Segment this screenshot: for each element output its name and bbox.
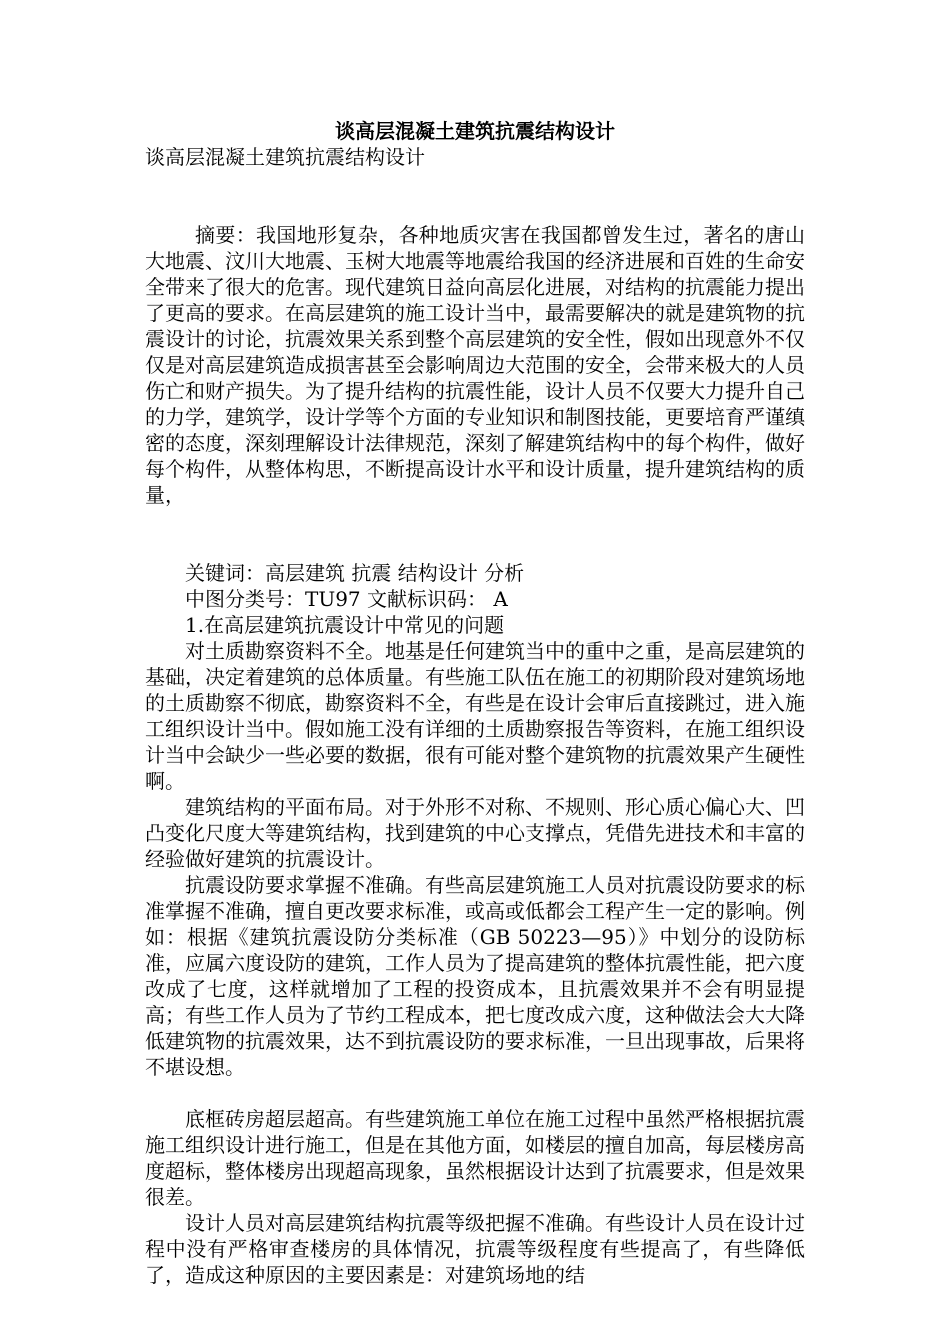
body-paragraph: 对土质勘察资料不全。地基是任何建筑当中的重中之重，是高层建筑的基础，决定着建筑的总体质量。有些施工队伍在施工的初期阶段对建筑场地的土质勘察不彻底，勘察资料不全，有些是在设计会审后直接跳过，进入施工组织设计当中。假如施工没有详细的土质勘察报告等资料，在施工组织设计当中会缺少一些必要的数据，很有可能对整个建筑物的抗震效果产生硬性啊。: [145, 639, 805, 793]
document-title: 谈高层混凝土建筑抗震结构设计: [335, 119, 615, 143]
keywords-line: 关键词：高层建筑 抗震 结构设计 分析: [185, 561, 525, 585]
body-paragraph: 建筑结构的平面布局。对于外形不对称、不规则、形心质心偏心大、凹凸变化尺度大等建筑结构，找到建筑的中心支撑点，凭借先进技术和丰富的经验做好建筑的抗震设计。: [145, 795, 805, 871]
body-paragraph: 抗震设防要求掌握不准确。有些高层建筑施工人员对抗震设防要求的标准掌握不准确，擅自更改要求标准，或高或低都会工程产生一定的影响。例如：根据《建筑抗震设防分类标准（GB 50223—95）》中划分的设防标准，应属六度设防的建筑，工作人员为了提高建筑的整体抗震性能，把六度改成了七度，这样就增加了工程的投资成本，且抗震效果并不会有明显提高；有些工作人员为了节约工程成本，把七度改成六度，这种做法会大大降低建筑物的抗震效果，达不到抗震设防的要求标准，一旦出现事故，后果将不堪设想。: [145, 873, 805, 1079]
document-body: [145, 118, 805, 1288]
body-paragraph: 设计人员对高层建筑结构抗震等级把握不准确。有些设计人员在设计过程中没有严格审查楼房的具体情况，抗震等级程度有些提高了，有些降低了，造成这种原因的主要因素是：对建筑场地的结: [145, 1211, 805, 1287]
spacer: [145, 170, 805, 222]
body-paragraph: 底框砖房超层超高。有些建筑施工单位在施工过程中虽然严格根据抗震施工组织设计进行施工，但是在其他方面，如楼层的擅自加高，每层楼房高度超标，整体楼房出现超高现象，虽然根据设计达到了抗震要求，但是效果很差。: [145, 1107, 805, 1209]
abstract-paragraph: 摘要：我国地形复杂，各种地质灾害在我国都曾发生过，著名的唐山大地震、汶川大地震、玉树大地震等地震给我国的经济进展和百姓的生命安全带来了很大的危害。现代建筑日益向高层化进展，对结构的抗震能力提出了更高的要求。在高层建筑的施工设计当中，最需要解决的就是建筑物的抗震设计的讨论，抗震效果关系到整个高层建筑的安全性，假如出现意外不仅仅是对高层建筑造成损害甚至会影响周边大范围的安全，会带来极大的人员伤亡和财产损失。为了提升结构的抗震性能，设计人员不仅要大力提升自己的力学，建筑学，设计学等个方面的专业知识和制图技能，更要培育严谨缜密的态度，深刻理解设计法律规范，深刻了解建筑结构中的每个构件，做好每个构件，从整体构思，不断提高设计水平和设计质量，提升建筑结构的质量，: [145, 223, 805, 507]
document-subtitle: 谈高层混凝土建筑抗震结构设计: [145, 145, 425, 169]
section-heading: 1.在高层建筑抗震设计中常见的问题: [185, 613, 505, 637]
classification-line: 中图分类号：TU97 文献标识码： A: [185, 587, 508, 611]
spacer: [145, 1080, 805, 1106]
spacer: [145, 508, 805, 560]
